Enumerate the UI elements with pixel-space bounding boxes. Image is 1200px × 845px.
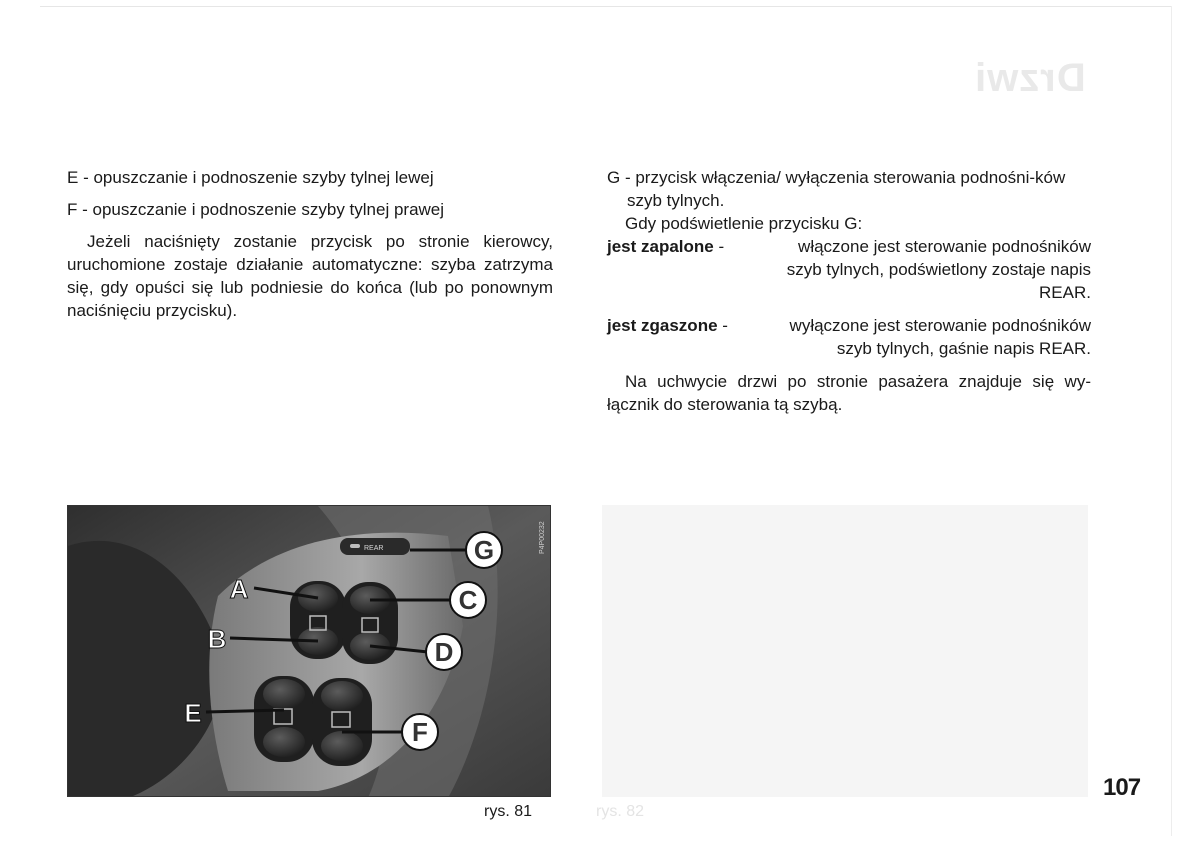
state-off-term: jest zgaszone bbox=[607, 316, 718, 335]
page-frame-right bbox=[1171, 6, 1172, 836]
state-on-term: jest zapalone bbox=[607, 237, 714, 256]
callout-e: E bbox=[184, 698, 202, 728]
switch-f-up bbox=[321, 681, 363, 711]
passenger-switch-note: Na uchwycie drzwi po stronie pasażera znajduje się wy-łącznik do sterowania tą szybą. bbox=[607, 372, 1091, 414]
page-frame-top bbox=[40, 6, 1172, 7]
item-e-letter: E bbox=[67, 168, 79, 187]
backlight-intro-key: G: bbox=[844, 214, 863, 233]
item-g-letter: G bbox=[607, 168, 621, 187]
callout-d: D bbox=[434, 637, 454, 667]
switch-panel-photo bbox=[68, 506, 551, 797]
callout-b: B bbox=[207, 624, 227, 654]
state-off-line-2: szyb tylnych, gaśnie napis REAR. bbox=[836, 339, 1091, 358]
item-g-text: - przycisk włączenia/ wyłączenia sterowania podnośni-ków szyb tylnych. bbox=[620, 168, 1066, 210]
state-off-separator: - bbox=[717, 316, 733, 335]
switch-e-up bbox=[263, 679, 305, 709]
item-g bbox=[607, 166, 1091, 212]
switch-e-down bbox=[263, 727, 305, 757]
state-on-line-3: REAR. bbox=[1039, 283, 1091, 302]
state-off-line-1: wyłączone jest sterowanie podnośników bbox=[789, 316, 1091, 335]
right-column bbox=[607, 166, 1091, 416]
state-on bbox=[607, 235, 1091, 304]
backlight-intro-text: Gdy podświetlenie przycisku bbox=[625, 214, 845, 233]
item-f bbox=[67, 198, 553, 221]
item-f-text: - opuszczanie i podnoszenie szyby tylnej prawej bbox=[77, 200, 445, 219]
callout-a: A bbox=[229, 574, 249, 604]
rear-indicator-light bbox=[350, 544, 360, 548]
item-e-text: - opuszczanie i podnoszenie szyby tylnej lewej bbox=[78, 168, 434, 187]
leader-e bbox=[206, 710, 284, 712]
state-off-description bbox=[733, 314, 1091, 360]
figure-82-caption-showthrough: rys. 82 bbox=[596, 803, 645, 820]
figure-82-showthrough bbox=[602, 505, 1088, 797]
figure-code: P4P00232 bbox=[539, 521, 546, 554]
switch-f-down bbox=[321, 731, 363, 761]
section-title-showthrough: Drzwi bbox=[974, 56, 1086, 100]
state-on-line-1: włączone jest sterowanie podnośników bbox=[798, 237, 1091, 256]
item-f-letter: F bbox=[67, 200, 78, 219]
backlight-intro bbox=[607, 212, 1091, 235]
state-on-line-2: szyb tylnych, podświetlony zostaje napis bbox=[786, 260, 1091, 279]
callout-c: C bbox=[458, 585, 478, 615]
automatic-mode-paragraph: Jeżeli naciśnięty zostanie przycisk po stronie kierowcy, uruchomione zostaje działanie automatyczne: szyba zatrzyma się, gdy opuści się lub podniesie do końca (lub po ponownym naciśnięciu przycisku). bbox=[67, 232, 553, 320]
page-number: 107 bbox=[1103, 774, 1141, 801]
item-e bbox=[67, 166, 553, 189]
state-on-description bbox=[729, 235, 1091, 304]
state-on-separator: - bbox=[713, 237, 729, 256]
figure-81-window-switches bbox=[67, 505, 551, 797]
state-off bbox=[607, 314, 1091, 360]
callout-g: G bbox=[473, 535, 495, 565]
callout-f: F bbox=[412, 717, 428, 747]
left-column bbox=[67, 166, 553, 322]
rear-button-label: REAR bbox=[364, 545, 384, 552]
figure-caption: rys. 81 bbox=[484, 803, 533, 820]
